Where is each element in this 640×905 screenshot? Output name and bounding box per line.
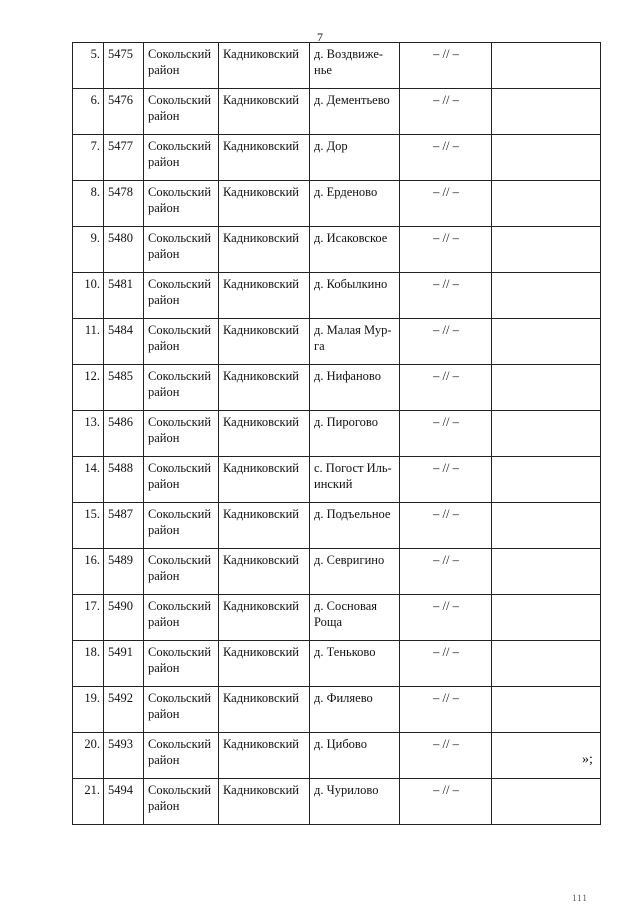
row-mark: – // – — [400, 365, 492, 411]
row-locality: д. Дор — [310, 135, 400, 181]
row-mark: – // – — [400, 779, 492, 825]
table-row — [73, 89, 601, 135]
row-locality: д. Подъельное — [310, 503, 400, 549]
table-row — [73, 641, 601, 687]
row-extra — [492, 595, 601, 641]
row-area: Кадниковский — [219, 641, 310, 687]
row-mark: – // – — [400, 503, 492, 549]
row-area: Кадниковский — [219, 181, 310, 227]
row-code: 5480 — [104, 227, 144, 273]
row-area: Кадниковский — [219, 457, 310, 503]
row-mark: – // – — [400, 181, 492, 227]
row-area: Кадниковский — [219, 733, 310, 779]
row-mark: – // – — [400, 687, 492, 733]
row-area: Кадниковский — [219, 227, 310, 273]
row-district: Сокольский район — [144, 549, 219, 595]
row-code: 5485 — [104, 365, 144, 411]
table-row — [73, 319, 601, 365]
row-district: Сокольский район — [144, 43, 219, 89]
row-number: 10. — [73, 273, 104, 319]
row-mark: – // – — [400, 89, 492, 135]
settlements-table — [72, 42, 601, 825]
table-row — [73, 457, 601, 503]
row-locality: д. Воздвиже-нье — [310, 43, 400, 89]
row-district: Сокольский район — [144, 779, 219, 825]
row-number: 7. — [73, 135, 104, 181]
row-number: 13. — [73, 411, 104, 457]
row-locality: д. Исаковское — [310, 227, 400, 273]
row-extra — [492, 181, 601, 227]
row-code: 5484 — [104, 319, 144, 365]
row-area: Кадниковский — [219, 411, 310, 457]
row-number: 9. — [73, 227, 104, 273]
row-area: Кадниковский — [219, 43, 310, 89]
row-area: Кадниковский — [219, 89, 310, 135]
row-code: 5478 — [104, 181, 144, 227]
row-code: 5492 — [104, 687, 144, 733]
table-row — [73, 227, 601, 273]
row-number: 8. — [73, 181, 104, 227]
row-number: 14. — [73, 457, 104, 503]
row-district: Сокольский район — [144, 135, 219, 181]
row-number: 19. — [73, 687, 104, 733]
row-mark: – // – — [400, 273, 492, 319]
row-number: 20. — [73, 733, 104, 779]
row-district: Сокольский район — [144, 319, 219, 365]
row-district: Сокольский район — [144, 227, 219, 273]
row-extra — [492, 227, 601, 273]
row-code: 5491 — [104, 641, 144, 687]
row-extra — [492, 319, 601, 365]
row-locality: с. Погост Иль-инский — [310, 457, 400, 503]
row-extra — [492, 365, 601, 411]
row-code: 5476 — [104, 89, 144, 135]
closing-quote: »; — [582, 752, 593, 767]
row-number: 21. — [73, 779, 104, 825]
row-district: Сокольский район — [144, 273, 219, 319]
table-row — [73, 733, 601, 779]
table-row — [73, 273, 601, 319]
row-area: Кадниковский — [219, 779, 310, 825]
row-code: 5493 — [104, 733, 144, 779]
row-area: Кадниковский — [219, 273, 310, 319]
row-locality: д. Нифаново — [310, 365, 400, 411]
row-locality: д. Кобылкино — [310, 273, 400, 319]
row-locality: д. Сосновая Роща — [310, 595, 400, 641]
row-locality: д. Чурилово — [310, 779, 400, 825]
row-code: 5490 — [104, 595, 144, 641]
row-number: 15. — [73, 503, 104, 549]
row-number: 11. — [73, 319, 104, 365]
row-number: 16. — [73, 549, 104, 595]
footer-mark: 111 — [572, 893, 588, 903]
table-row — [73, 135, 601, 181]
row-code: 5488 — [104, 457, 144, 503]
row-district: Сокольский район — [144, 411, 219, 457]
row-district: Сокольский район — [144, 503, 219, 549]
row-locality: д. Севригино — [310, 549, 400, 595]
row-code: 5486 — [104, 411, 144, 457]
row-code: 5494 — [104, 779, 144, 825]
page-number: 7 — [317, 30, 323, 44]
row-extra — [492, 503, 601, 549]
row-extra — [492, 779, 601, 825]
table-row — [73, 687, 601, 733]
row-area: Кадниковский — [219, 319, 310, 365]
row-extra — [492, 89, 601, 135]
row-locality: д. Цибово — [310, 733, 400, 779]
row-locality: д. Малая Мур-га — [310, 319, 400, 365]
row-extra — [492, 687, 601, 733]
row-area: Кадниковский — [219, 503, 310, 549]
row-district: Сокольский район — [144, 733, 219, 779]
row-number: 5. — [73, 43, 104, 89]
table-row — [73, 411, 601, 457]
table-row — [73, 43, 601, 89]
row-extra — [492, 641, 601, 687]
row-mark: – // – — [400, 135, 492, 181]
row-code: 5477 — [104, 135, 144, 181]
row-number: 18. — [73, 641, 104, 687]
row-locality: д. Филяево — [310, 687, 400, 733]
row-district: Сокольский район — [144, 365, 219, 411]
row-extra — [492, 43, 601, 89]
row-mark: – // – — [400, 411, 492, 457]
row-mark: – // – — [400, 595, 492, 641]
row-code: 5475 — [104, 43, 144, 89]
row-mark: – // – — [400, 457, 492, 503]
row-area: Кадниковский — [219, 549, 310, 595]
row-mark: – // – — [400, 227, 492, 273]
row-number: 17. — [73, 595, 104, 641]
table-row — [73, 365, 601, 411]
row-code: 5487 — [104, 503, 144, 549]
row-district: Сокольский район — [144, 687, 219, 733]
row-mark: – // – — [400, 319, 492, 365]
row-locality: д. Теньково — [310, 641, 400, 687]
row-district: Сокольский район — [144, 641, 219, 687]
row-district: Сокольский район — [144, 181, 219, 227]
row-extra — [492, 457, 601, 503]
row-district: Сокольский район — [144, 595, 219, 641]
row-extra — [492, 411, 601, 457]
row-extra — [492, 135, 601, 181]
table-row — [73, 503, 601, 549]
row-area: Кадниковский — [219, 365, 310, 411]
row-extra — [492, 549, 601, 595]
row-number: 12. — [73, 365, 104, 411]
table-row — [73, 181, 601, 227]
row-area: Кадниковский — [219, 135, 310, 181]
row-area: Кадниковский — [219, 687, 310, 733]
row-mark: – // – — [400, 733, 492, 779]
row-area: Кадниковский — [219, 595, 310, 641]
row-mark: – // – — [400, 43, 492, 89]
row-locality: д. Ерденово — [310, 181, 400, 227]
table-body — [73, 43, 601, 825]
row-number: 6. — [73, 89, 104, 135]
row-mark: – // – — [400, 549, 492, 595]
row-code: 5481 — [104, 273, 144, 319]
table-row — [73, 549, 601, 595]
row-locality: д. Дементьево — [310, 89, 400, 135]
row-locality: д. Пирогово — [310, 411, 400, 457]
table-row — [73, 779, 601, 825]
row-district: Сокольский район — [144, 89, 219, 135]
table-row — [73, 595, 601, 641]
row-extra — [492, 273, 601, 319]
row-district: Сокольский район — [144, 457, 219, 503]
row-code: 5489 — [104, 549, 144, 595]
row-mark: – // – — [400, 641, 492, 687]
